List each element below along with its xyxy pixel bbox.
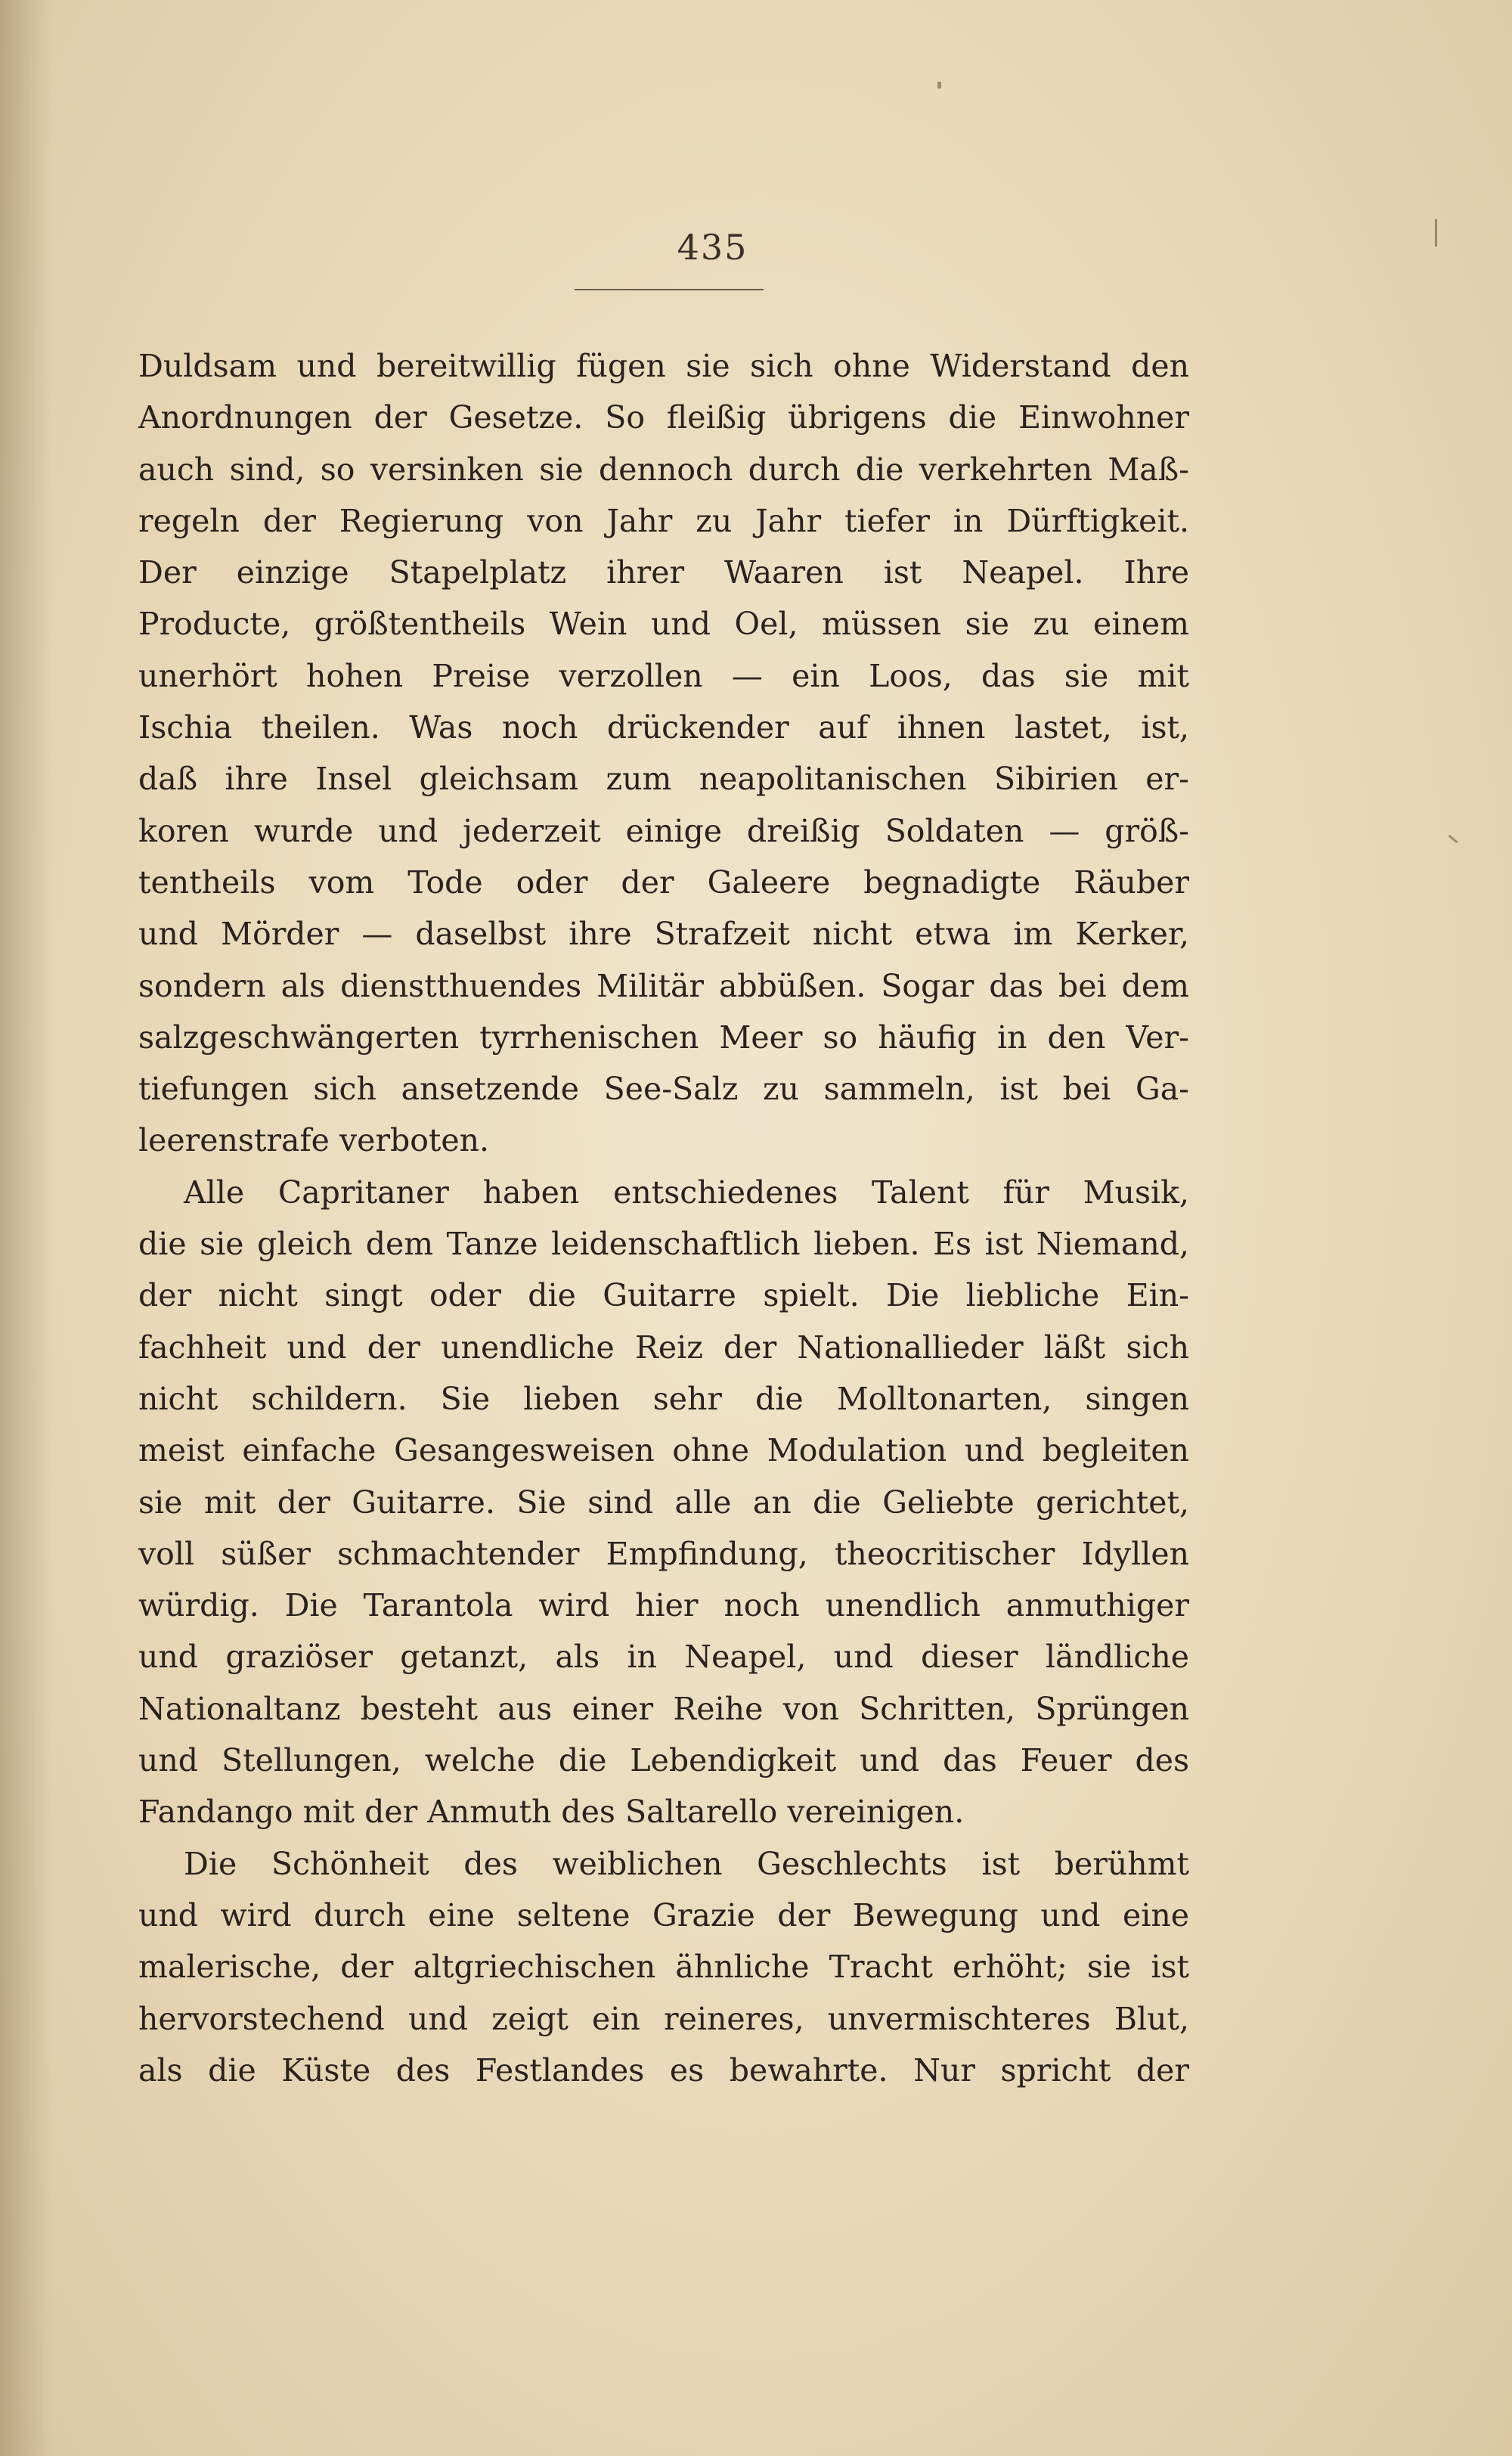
text-line: leerenstrafe verboten. <box>138 1122 490 1159</box>
text-line: würdig. Die Tarantola wird hier noch unendlich anmuthiger <box>138 1587 1189 1624</box>
text-line: unerhört hohen Preise verzollen — ein Loos, das sie mit <box>138 657 1189 694</box>
body-text <box>138 340 1189 2096</box>
text-line: fachheit und der unendliche Reiz der Nationallieder läßt sich <box>138 1329 1189 1366</box>
text-line: tentheils vom Tode oder der Galeere begnadigte Räuber <box>138 864 1189 901</box>
text-line: Duldsam und bereitwillig fügen sie sich ohne Widerstand den <box>138 348 1189 384</box>
text-line: nicht schildern. Sie lieben sehr die Molltonarten, singen <box>138 1380 1189 1417</box>
text-line: die sie gleich dem Tanze leidenschaftlich lieben. Es ist Niemand, <box>138 1226 1189 1263</box>
text-line: Producte, größtentheils Wein und Oel, müssen sie zu einem <box>138 606 1189 643</box>
paper-speck <box>1448 835 1458 843</box>
text-line: regeln der Regierung von Jahr zu Jahr tiefer in Dürftigkeit. <box>138 502 1189 539</box>
text-line: Fandango mit der Anmuth des Saltarello vereinigen. <box>138 1794 965 1831</box>
text-line: tiefungen sich ansetzende See-Salz zu sammeln, ist bei Ga- <box>138 1071 1189 1108</box>
text-line: und wird durch eine seltene Grazie der Bewegung und eine <box>138 1896 1189 1933</box>
text-line: salzgeschwängerten tyrrhenischen Meer so häufig in den Ver- <box>138 1019 1189 1056</box>
paper-speck <box>1435 219 1437 247</box>
text-line: auch sind, so versinken sie dennoch durch die verkehrten Maß- <box>138 451 1189 488</box>
text-line: voll süßer schmachtender Empfindung, theocritischer Idyllen <box>138 1535 1189 1572</box>
text-line: Nationaltanz besteht aus einer Reihe von Schritten, Sprüngen <box>138 1690 1189 1727</box>
text-line: Ischia theilen. Was noch drückender auf ihnen lastet, ist, <box>138 709 1189 746</box>
paragraph-start: Die Schönheit des weiblichen Geschlechts ist berühmt <box>184 1845 1189 1882</box>
text-line: hervorstechend und zeigt ein reineres, unvermischteres Blut, <box>138 2000 1189 2037</box>
text-line: und graziöser getanzt, als in Neapel, und dieser ländliche <box>138 1639 1189 1676</box>
text-line: koren wurde und jederzeit einige dreißig Soldaten — größ- <box>138 812 1189 849</box>
text-line: malerische, der altgriechischen ähnliche Tracht erhöht; sie ist <box>138 1949 1189 1986</box>
text-line: Der einzige Stapelplatz ihrer Waaren ist Neapel. Ihre <box>138 554 1189 591</box>
page-number: 435 <box>677 227 748 268</box>
text-line: Anordnungen der Gesetze. So fleißig übrigens die Einwohner <box>138 399 1189 436</box>
text-line: sondern als dienstthuendes Militär abbüßen. Sogar das bei dem <box>138 967 1189 1004</box>
text-line: als die Küste des Festlandes es bewahrte. Nur spricht der <box>138 2051 1189 2089</box>
page-gutter-shadow <box>0 0 53 2456</box>
header-rule <box>575 289 764 290</box>
text-line: der nicht singt oder die Guitarre spielt. Die liebliche Ein- <box>138 1277 1189 1314</box>
text-line: und Mörder — daselbst ihre Strafzeit nicht etwa im Kerker, <box>138 916 1189 953</box>
paragraph-start: Alle Capritaner haben entschiedenes Talent für Musik, <box>184 1174 1189 1211</box>
text-line: meist einfache Gesangesweisen ohne Modulation und begleiten <box>138 1432 1189 1469</box>
paper-speck <box>937 82 941 88</box>
text-line: und Stellungen, welche die Lebendigkeit und das Feuer des <box>138 1742 1189 1779</box>
text-line: daß ihre Insel gleichsam zum neapolitanischen Sibirien er- <box>138 761 1189 798</box>
text-line: sie mit der Guitarre. Sie sind alle an die Geliebte gerichtet, <box>138 1484 1189 1521</box>
